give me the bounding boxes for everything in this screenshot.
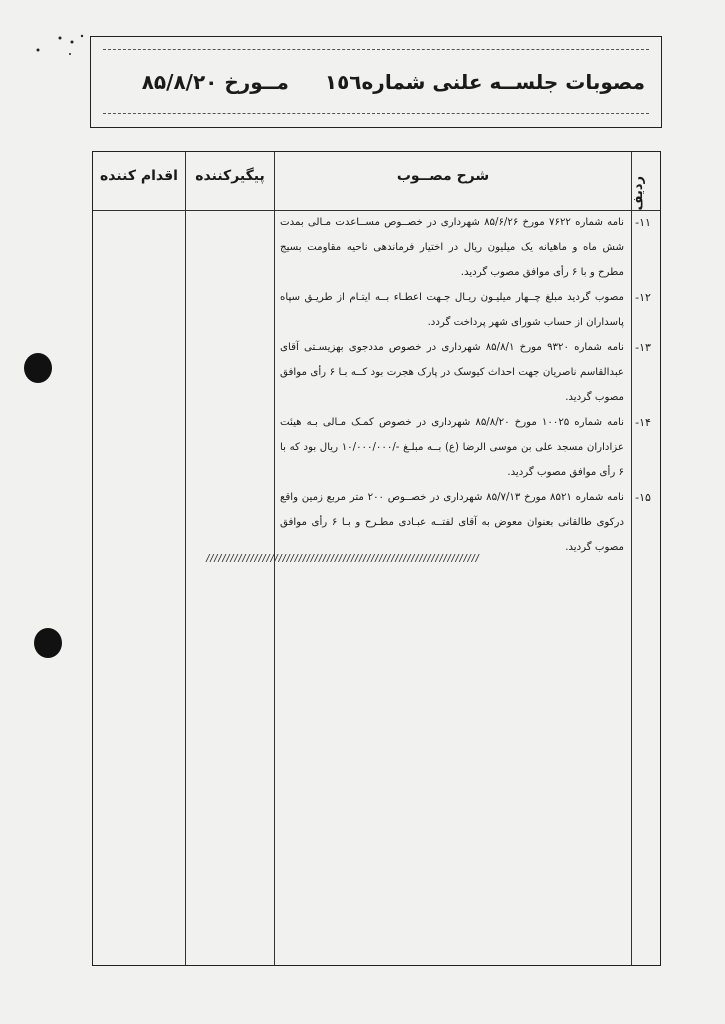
end-marker-line: //////////////////////////////////////////////////////////////////// bbox=[205, 553, 479, 564]
resolution-row bbox=[276, 410, 660, 485]
header-title-row bbox=[142, 70, 645, 94]
row-text: نامه شماره ۷۶۲۲ مورخ ۸۵/۶/۲۶ شهرداری در خصــوص مســاعدت مـالی بمدت شش ماه و ماهیانه یک میلیون ریال در اختیار فرماندهی ناحیه مقاومت بسیج مطرح و با ۶ رأی موافق مصوب گردید. bbox=[280, 217, 624, 278]
column-header-radif: ردیف bbox=[631, 176, 646, 211]
date-value: ۸۵/۸/۲۰ bbox=[141, 70, 218, 94]
column-header-follow-up: پیگیرکننده bbox=[195, 168, 265, 184]
punch-hole-bottom bbox=[34, 628, 62, 658]
row-number: -۱۵ bbox=[635, 491, 651, 504]
resolution-rows bbox=[276, 210, 660, 560]
header-box bbox=[90, 36, 662, 128]
row-text: نامه شماره ۱۰۰۲۵ مورخ ۸۵/۸/۲۰ شهرداری در خصوص کمـک مـالی بـه هیئت عزاداران مسجد علی بن موسی الرضا (ع) بــه مبلـغ -/۱۰/۰۰۰/۰۰۰ ریال بود که با ۶ رأی موافق مصوب گردید. bbox=[280, 417, 624, 478]
row-number: -۱۲ bbox=[635, 291, 651, 304]
session-date bbox=[142, 70, 289, 94]
paper-specks bbox=[30, 28, 90, 58]
row-number: -۱۱ bbox=[635, 216, 651, 229]
date-label: مــورخ bbox=[224, 70, 289, 94]
session-title: مصوبات جلســه علنی شماره۱٥٦ bbox=[324, 70, 645, 94]
resolution-row bbox=[276, 285, 660, 335]
col-divider-followup bbox=[185, 152, 186, 965]
row-number: -۱۴ bbox=[635, 416, 651, 429]
column-header-description: شرح مصــوب bbox=[396, 168, 490, 184]
column-header-action: اقدام کننده bbox=[100, 168, 178, 184]
resolution-row bbox=[276, 485, 660, 560]
punch-hole-top bbox=[24, 353, 52, 383]
row-text: مصوب گردید مبلغ چــهار میلیـون ریـال جـهت اعطـاء بــه ایتـام از طریـق سپاه پاسداران از حساب شورای شهر پرداخت گردد. bbox=[280, 292, 624, 328]
header-dotted-line-bottom bbox=[103, 113, 649, 114]
row-text: نامه شماره ۸۵۲۱ مورخ ۸۵/۷/۱۳ شهرداری در خصــوص ۲۰۰ متر مربع زمین واقع درکوی طالقانی بعنوان معوض به آقای لفتــه عبـادی مطـرح و بـا ۶ رأی موافق مصوب گردید. bbox=[280, 492, 624, 553]
resolution-row bbox=[276, 335, 660, 410]
row-number: -۱۳ bbox=[635, 341, 651, 354]
header-dotted-line-top bbox=[103, 49, 649, 50]
resolution-row bbox=[276, 210, 660, 285]
row-text: نامه شماره ۹۳۲۰ مورخ ۸۵/۸/۱ شهرداری در خصوص مددجوی بهزیسـتی آقای عبدالقاسم ناصریان جهت احداث کیوسک در پارک هجرت بود کــه بـا ۶ رأی موافق مصوب گردید. bbox=[280, 342, 624, 403]
